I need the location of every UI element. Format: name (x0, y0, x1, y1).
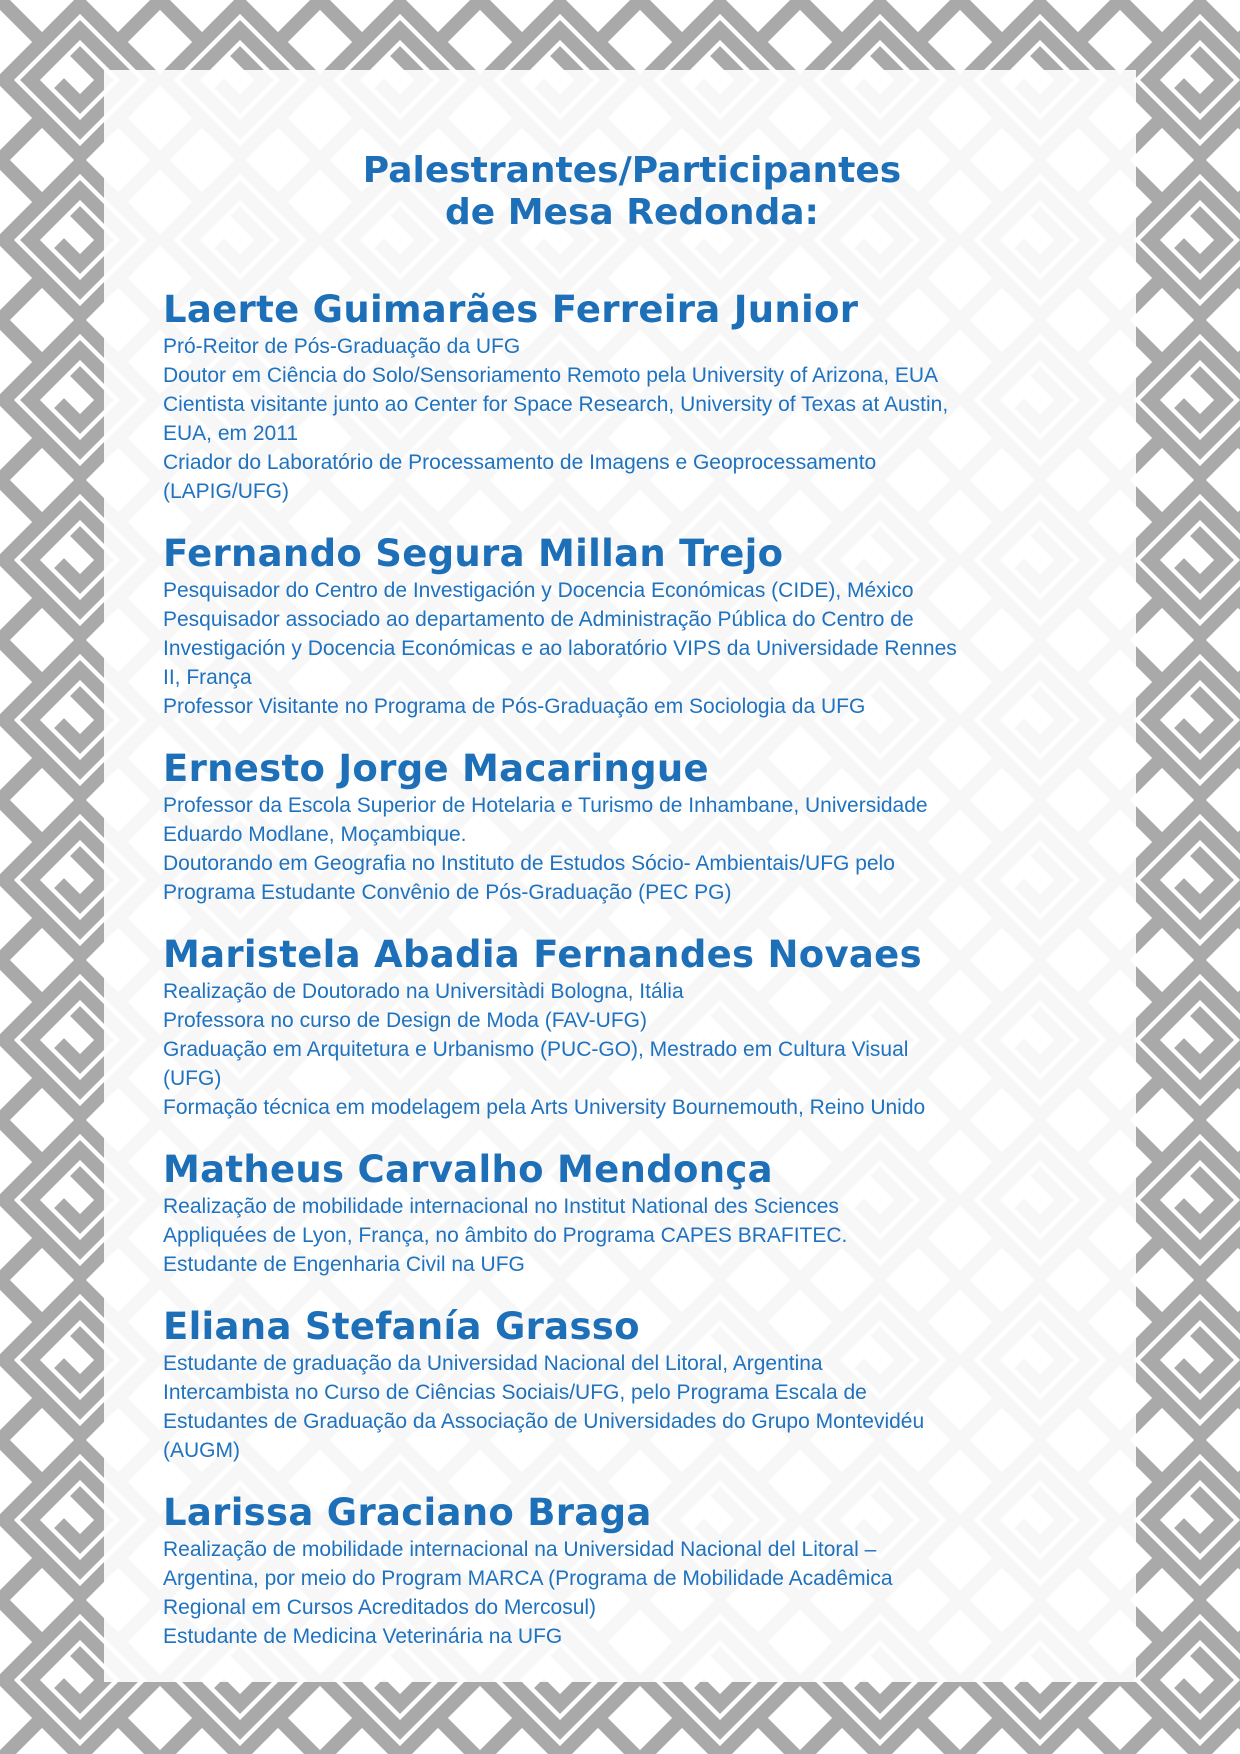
speaker-bio-line: Pesquisador associado ao departamento de Administração Pública do Centro de (163, 608, 914, 631)
speaker-bio-line: (AUGM) (163, 1439, 240, 1462)
page-title-line-1: Palestrantes/Participantes (362, 150, 902, 191)
speaker-bio-line: Pesquisador do Centro de Investigación y Docencia Económicas (CIDE), México (163, 579, 914, 602)
speaker-bio-line: Professor da Escola Superior de Hotelaria e Turismo de Inhambane, Universidade (163, 794, 928, 817)
speaker-bio-line: Argentina, por meio do Program MARCA (Programa de Mobilidade Acadêmica (163, 1567, 893, 1590)
speaker-bio-line: Cientista visitante junto ao Center for Space Research, University of Texas at Austin, (163, 393, 949, 416)
speaker-bio-line: Realização de mobilidade internacional no Institut National des Sciences (163, 1195, 839, 1218)
speaker-bio-line: Eduardo Modlane, Moçambique. (163, 823, 467, 846)
speaker-entry (163, 1307, 1093, 1465)
speaker-entry (163, 290, 1093, 506)
speaker-bio-line: Estudante de Engenharia Civil na UFG (163, 1253, 525, 1276)
speaker-bio-line: EUA, em 2011 (163, 422, 299, 445)
speaker-bio-line: Estudante de graduação da Universidad Nacional del Litoral, Argentina (163, 1352, 823, 1375)
page-title (163, 150, 1093, 234)
speaker-name: Ernesto Jorge Macaringue (163, 747, 709, 790)
speaker-bio-line: Realização de mobilidade internacional na Universidad Nacional del Litoral – (163, 1538, 877, 1561)
speaker-bio-line: Regional em Cursos Acreditados do Mercosul) (163, 1596, 597, 1619)
speaker-bio-line: Estudante de Medicina Veterinária na UFG (163, 1625, 563, 1648)
speaker-entry (163, 1493, 1093, 1651)
speaker-bio-line: Criador do Laboratório de Processamento de Imagens e Geoprocessamento (163, 451, 877, 474)
speaker-bio-line: II, França (163, 666, 252, 689)
speaker-bio-line: Realização de Doutorado na Universitàdi Bologna, Itália (163, 980, 684, 1003)
speaker-entry (163, 749, 1093, 907)
speaker-bio-line: Intercambista no Curso de Ciências Sociais/UFG, pelo Programa Escala de (163, 1381, 867, 1404)
speaker-name: Fernando Segura Millan Trejo (163, 532, 784, 575)
speaker-bio-line: Programa Estudante Convênio de Pós-Graduação (PEC PG) (163, 881, 732, 904)
speaker-bio-line: Estudantes de Graduação da Associação de Universidades do Grupo Montevidéu (163, 1410, 925, 1433)
speaker-bio-line: Professor Visitante no Programa de Pós-Graduação em Sociologia da UFG (163, 695, 866, 718)
speaker-bio-line: Professora no curso de Design de Moda (FAV-UFG) (163, 1009, 647, 1032)
speaker-bio-line: (LAPIG/UFG) (163, 480, 290, 503)
document-content (163, 150, 1093, 1679)
speaker-list (163, 290, 1093, 1651)
speaker-bio-line: Doutorando em Geografia no Instituto de Estudos Sócio- Ambientais/UFG pelo (163, 852, 895, 875)
speaker-entry (163, 1150, 1093, 1279)
speaker-name: Eliana Stefanía Grasso (163, 1305, 640, 1348)
speaker-name: Larissa Graciano Braga (163, 1491, 652, 1534)
speaker-bio-line: Appliquées de Lyon, França, no âmbito do Programa CAPES BRAFITEC. (163, 1224, 848, 1247)
speaker-bio-line: Graduação em Arquitetura e Urbanismo (PUC-GO), Mestrado em Cultura Visual (163, 1038, 909, 1061)
page-title-line-2: de Mesa Redonda: (445, 192, 819, 233)
speaker-bio-line: Doutor em Ciência do Solo/Sensoriamento Remoto pela University of Arizona, EUA (163, 364, 939, 387)
speaker-entry (163, 935, 1093, 1122)
speaker-bio-line: (UFG) (163, 1067, 222, 1090)
speaker-name: Laerte Guimarães Ferreira Junior (163, 288, 859, 331)
speaker-entry (163, 534, 1093, 721)
speaker-bio-line: Formação técnica em modelagem pela Arts University Bournemouth, Reino Unido (163, 1096, 926, 1119)
speaker-bio-line: Investigación y Docencia Económicas e ao laboratório VIPS da Universidade Rennes (163, 637, 957, 660)
speaker-name: Matheus Carvalho Mendonça (163, 1148, 773, 1191)
speaker-bio-line: Pró-Reitor de Pós-Graduação da UFG (163, 335, 521, 358)
speaker-name: Maristela Abadia Fernandes Novaes (163, 933, 922, 976)
